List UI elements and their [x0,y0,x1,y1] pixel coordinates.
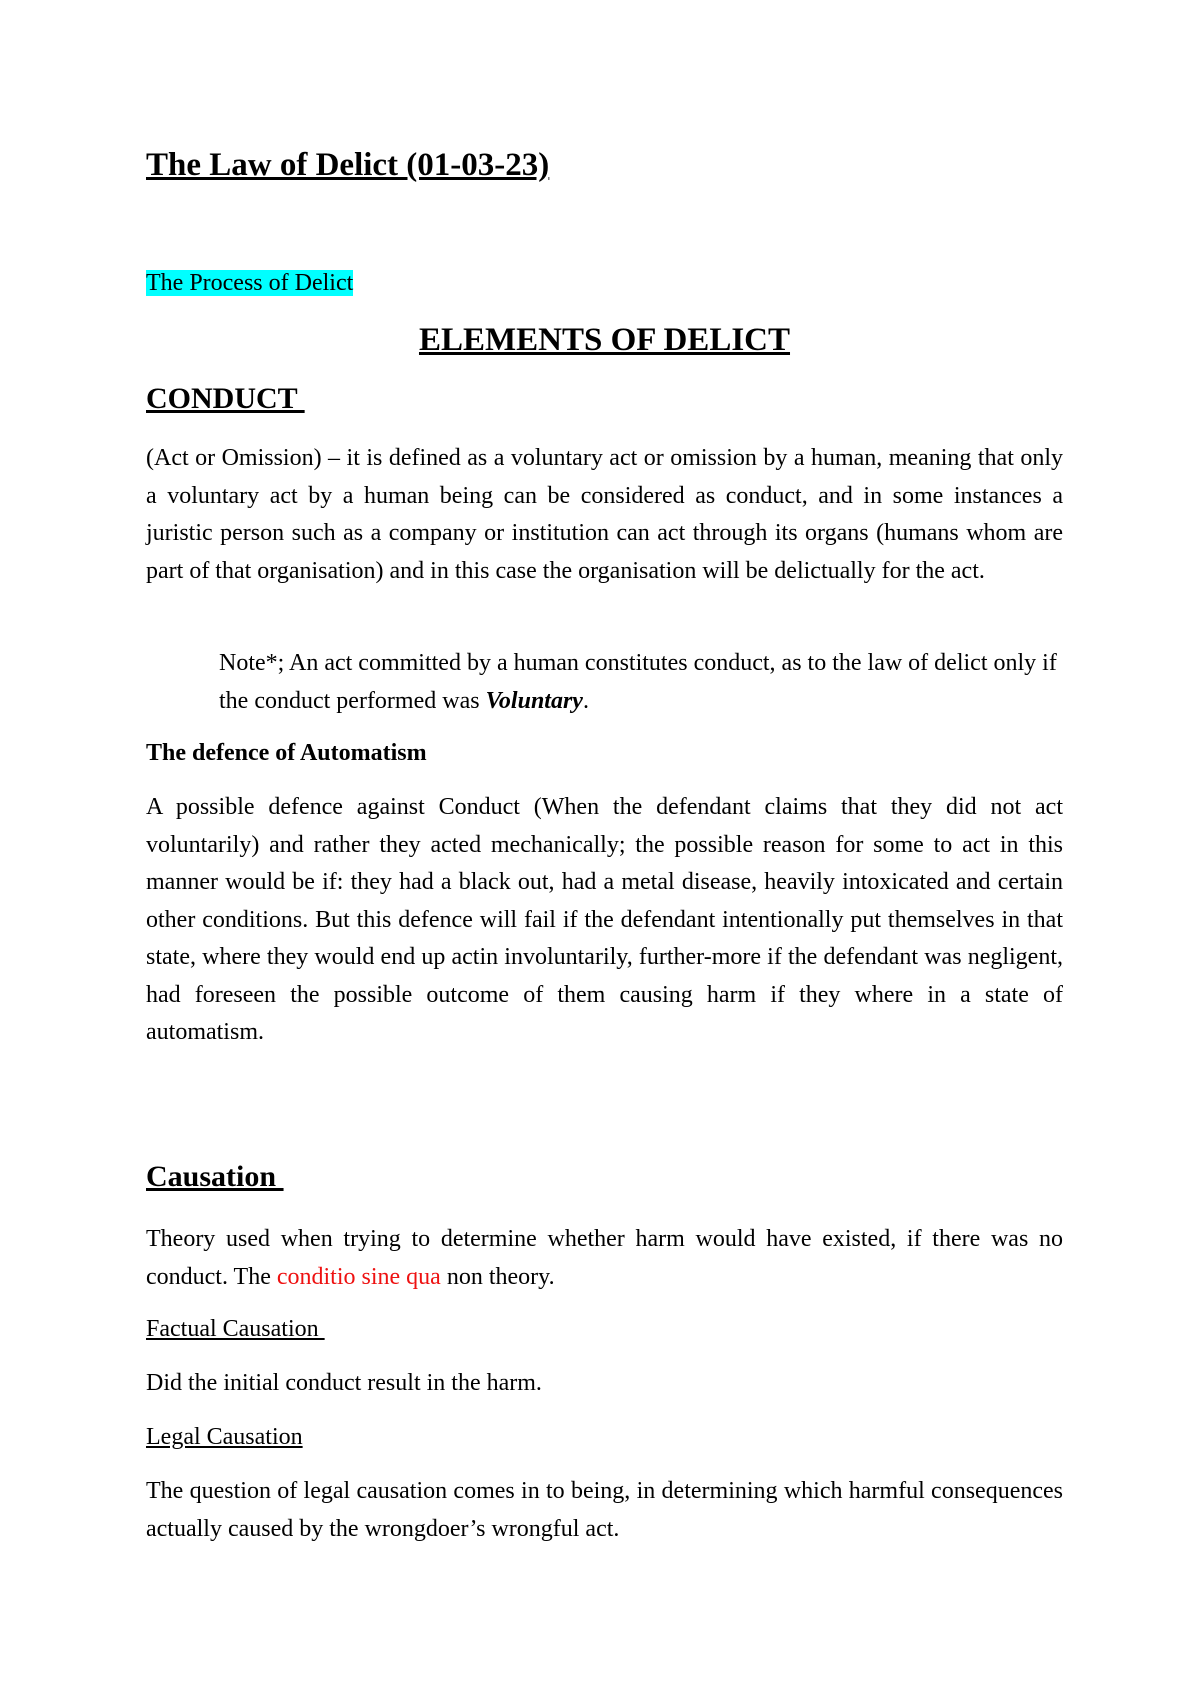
legal-causation-text: The question of legal causation comes in to being, in determining which harmful consequences actually caused by the wrongdoer’s wrongful act. [146,1478,1063,1542]
process-label [146,270,353,297]
causation-heading: Causation [146,1160,284,1193]
factual-causation-heading: Factual Causation [146,1316,325,1342]
note-end: . [582,687,589,714]
automatism-heading: The defence of Automatism [146,740,427,766]
causation-text-start: Theory used when trying to determine whether harm would have existed, if there was no conduct. The [146,1226,1063,1290]
page-title: The Law of Delict (01-03-23) [146,147,550,183]
conduct-note [219,645,1063,720]
legal-causation-heading: Legal Causation [146,1424,303,1450]
automatism-paragraph: A possible defence against Conduct (When the defendant claims that they did not act voluntarily) and rather they acted mechanically; the possible reason for some to act in this manner would be if: they had a black out, had a metal disease, heavily intoxicated and certain other conditions. But this defence will fail if the defendant intentionally put themselves in that state, where they would end up actin involuntarily, further-more if the defendant was negligent, had foreseen the possible outcome of them causing harm if they where in a state of automatism. [146,794,1063,1045]
note-text: Note*; An act committed by a human constitutes conduct, as to the law of delict only if the conduct performed was [219,650,1057,714]
factual-causation-text: Did the initial conduct result in the harm. [146,1370,542,1396]
causation-text-end: non theory. [440,1263,555,1290]
causation-paragraph [146,1221,1063,1296]
conduct-paragraph: (Act or Omission) – it is defined as a voluntary act or omission by a human, meaning that only a voluntary act by a human being can be considered as conduct, and in some instances a juristic person such as a company or institution can act through its organs (humans whom are part of that organisation) and in this case the organisation will be delictually for the act. [146,445,1063,584]
conduct-heading: CONDUCT [146,382,305,415]
elements-heading: ELEMENTS OF DELICT [418,322,791,358]
causation-red-term: conditio sine qua [276,1263,441,1290]
note-emphasis: Voluntary [485,687,583,714]
highlighted-text: The Process of Delict [146,270,354,296]
